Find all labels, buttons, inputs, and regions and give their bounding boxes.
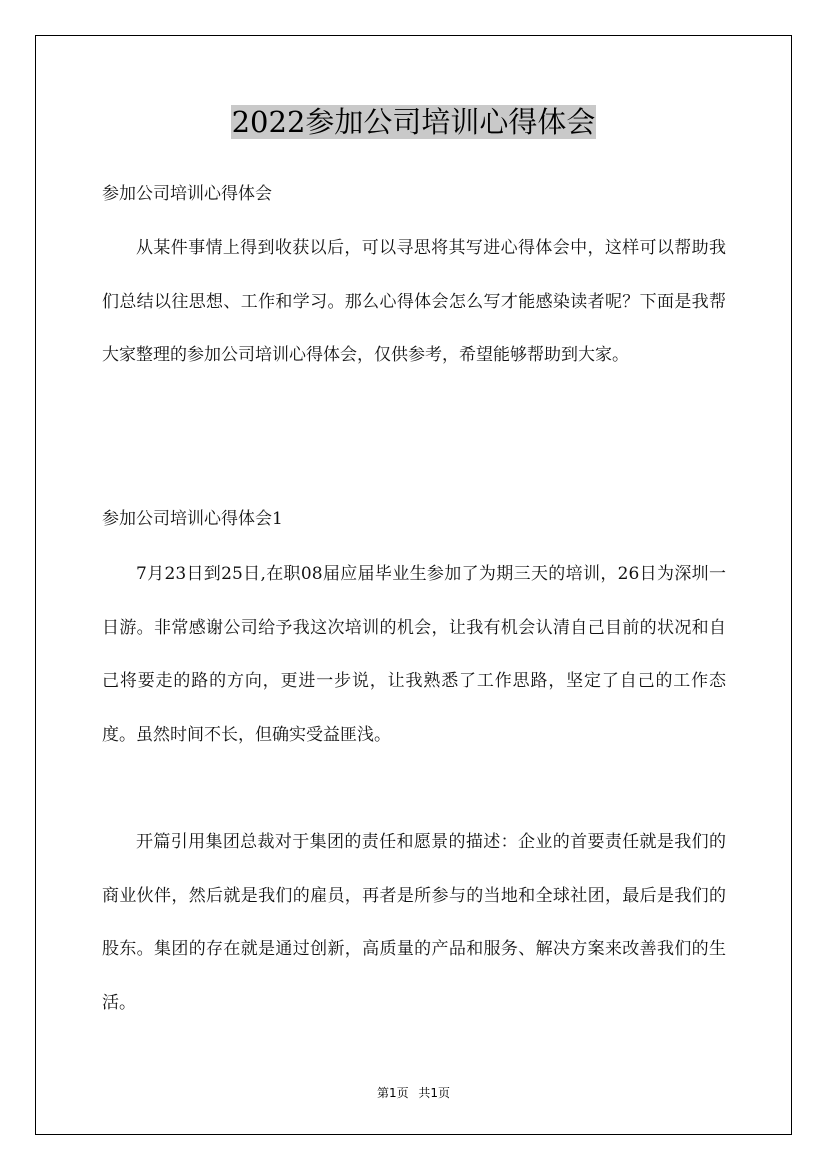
section-heading: 参加公司培训心得体会 (102, 184, 272, 204)
article-heading: 参加公司培训心得体会1 (102, 509, 283, 529)
document-title-text: 2022参加公司培训心得体会 (231, 105, 596, 139)
page-number-footer: 第1页 共1页 (376, 1086, 451, 1100)
document-title (0, 102, 827, 142)
body-paragraph-2: 开篇引用集团总裁对于集团的责任和愿景的描述：企业的首要责任就是我们的商业伙伴，然后就是我们的雇员，再者是所参与的当地和全球社团，最后是我们的股东。集团的存在就是通过创新，高质量的产品和服务、解决方案来改善我们的生活。 (102, 832, 726, 1013)
intro-paragraph: 从某件事情上得到收获以后，可以寻思将其写进心得体会中，这样可以帮助我们总结以往思想、工作和学习。那么心得体会怎么写才能感染读者呢？下面是我帮大家整理的参加公司培训心得体会，仅供参考，希望能够帮助到大家。 (102, 238, 726, 365)
body-paragraph-1: 7月23日到25日,在职08届应届毕业生参加了为期三天的培训，26日为深圳一日游。非常感谢公司给予我这次培训的机会，让我有机会认清自己目前的状况和自己将要走的路的方向，更进一步说，让我熟悉了工作思路，坚定了自己的工作态度。虽然时间不长，但确实受益匪浅。 (102, 564, 726, 745)
